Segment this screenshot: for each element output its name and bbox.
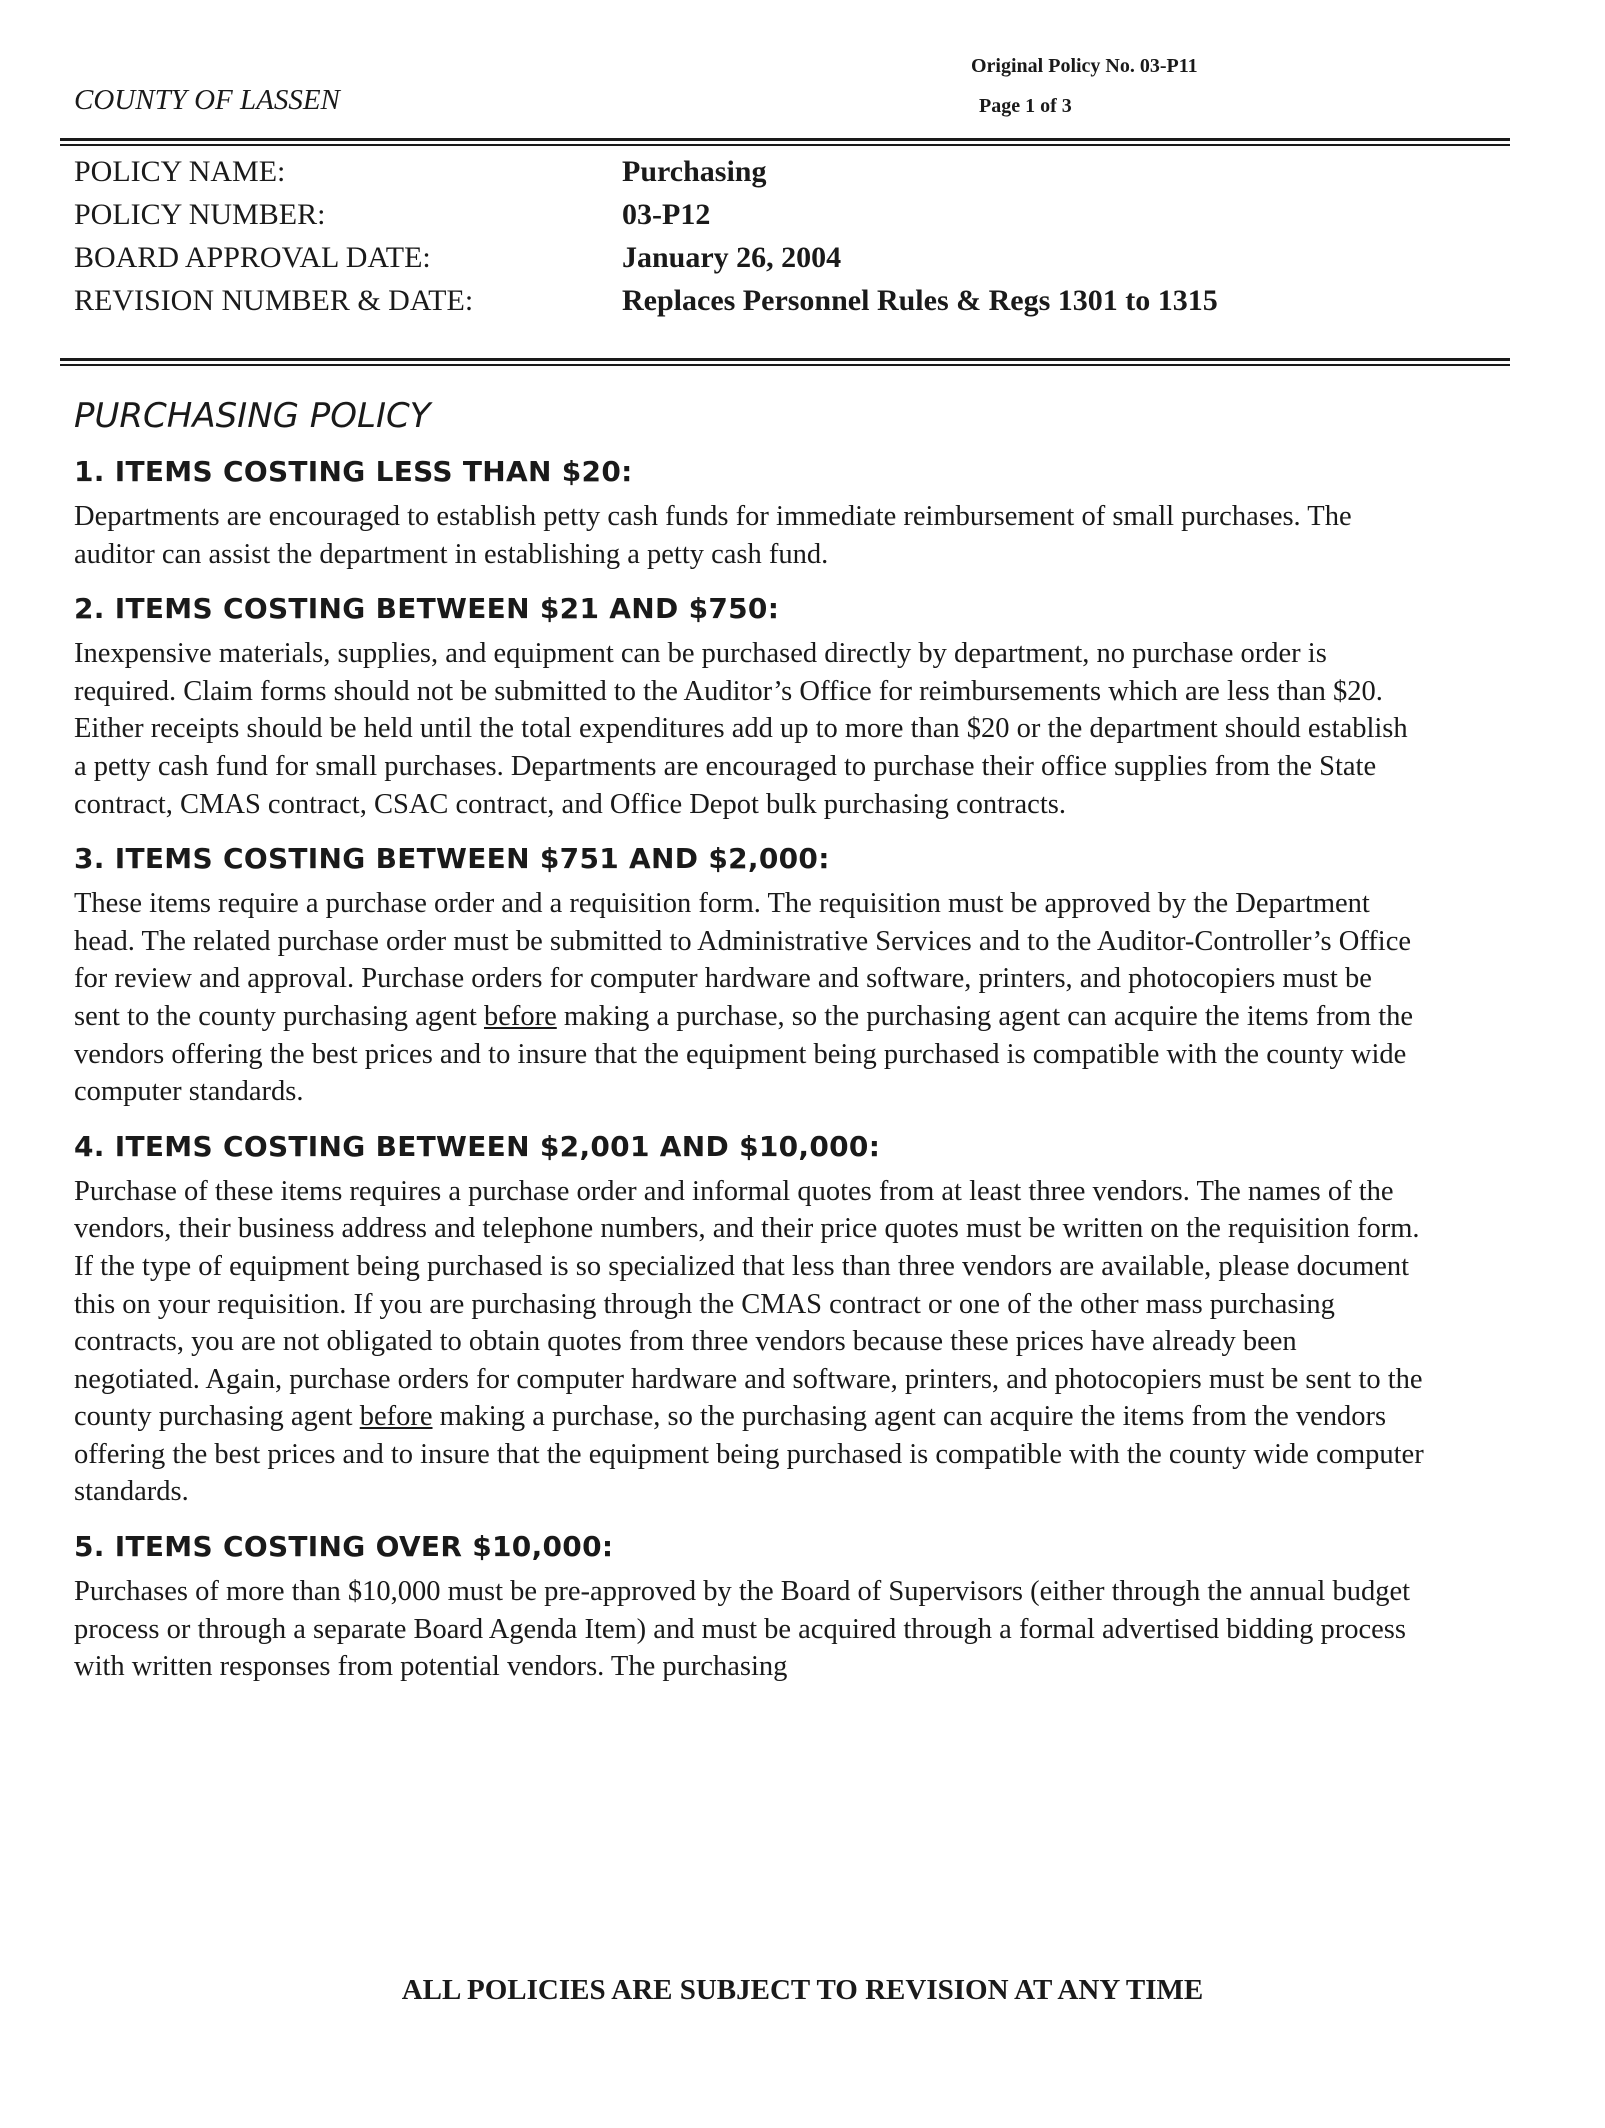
section-body <box>74 1573 1424 1686</box>
meta-value: Purchasing <box>622 154 767 188</box>
section-paragraph: Departments are encouraged to establish petty cash funds for immediate reimbursement of small purchases. The auditor can assist the department in establishing a petty cash fund. <box>74 501 1352 570</box>
paragraph-text: These items require a purchase order and a requisition form. The requisition must be approved by the Department head. The related purchase order must be submitted to Administrative Services and to the Auditor-Controller’s Office for review and approval. Purchase orders for computer hardware and software, printers, and photocopiers must be sent to the county purchasing agent <box>74 888 1412 1032</box>
section-1 <box>74 450 1424 573</box>
underlined-emphasis: before <box>359 1401 433 1433</box>
policy-content <box>74 396 1424 1700</box>
meta-label: POLICY NAME: <box>74 154 286 188</box>
section-body <box>74 885 1424 1111</box>
policy-title: PURCHASING POLICY <box>74 396 431 436</box>
page-number: Page 1 of 3 <box>979 95 1072 117</box>
section-paragraph: Inexpensive materials, supplies, and equipment can be purchased directly by department, no purchase order is required. Claim forms should not be submitted to the Auditor’s Office for reimbursements which are less than $20. Either receipts should be held until the total expenditures add up to more than $20 or the department should establish a petty cash fund for small purchases. Departments are encouraged to purchase their office supplies from the State contract, CMAS contract, CSAC contract, and Office Depot bulk purchasing contracts. <box>74 638 1408 820</box>
section-body <box>74 635 1424 823</box>
meta-value: 03-P12 <box>622 197 711 231</box>
section-heading: 4. ITEMS COSTING BETWEEN $2,001 AND $10,000: <box>74 1129 881 1163</box>
metadata-divider <box>60 358 1510 366</box>
meta-row-policy-name <box>74 150 1374 193</box>
section-heading: 3. ITEMS COSTING BETWEEN $751 AND $2,000: <box>74 842 830 876</box>
meta-row-revision <box>74 279 1374 322</box>
document-header <box>74 40 1510 126</box>
original-policy-number: Original Policy No. 03-P11 <box>971 55 1198 77</box>
policy-metadata <box>74 150 1374 322</box>
section-heading: 1. ITEMS COSTING LESS THAN $20: <box>74 455 633 488</box>
meta-value: Replaces Personnel Rules & Regs 1301 to 1315 <box>622 283 1218 317</box>
meta-label: BOARD APPROVAL DATE: <box>74 240 431 274</box>
section-body <box>74 498 1424 573</box>
section-heading: 5. ITEMS COSTING OVER $10,000: <box>74 1530 614 1564</box>
section-4 <box>74 1125 1424 1511</box>
section-body <box>74 1173 1424 1511</box>
meta-label: REVISION NUMBER & DATE: <box>74 283 474 317</box>
section-3 <box>74 837 1424 1111</box>
section-paragraph: Purchases of more than $10,000 must be pre-approved by the Board of Supervisors (either through the annual budget process or through a separate Board Agenda Item) and must be acquired through a formal advertised bidding process with written responses from potential vendors. The purchasing <box>74 1576 1411 1683</box>
meta-row-approval-date <box>74 236 1374 279</box>
underlined-emphasis: before <box>483 1000 557 1032</box>
revision-notice-footer: ALL POLICIES ARE SUBJECT TO REVISION AT ANY TIME <box>401 1974 1204 2006</box>
section-heading: 2. ITEMS COSTING BETWEEN $21 AND $750: <box>74 592 780 626</box>
meta-label: POLICY NUMBER: <box>74 197 326 231</box>
meta-row-policy-number <box>74 193 1374 236</box>
meta-value: January 26, 2004 <box>622 240 842 274</box>
county-name: COUNTY OF LASSEN <box>74 84 340 116</box>
header-divider <box>60 138 1510 146</box>
section-2 <box>74 587 1424 823</box>
paragraph-text: making a purchase, so the purchasing agent can acquire the items from the vendors offering the best prices and to insure that the equipment being purchased is compatible with the county wide computer standards. <box>74 1000 1414 1108</box>
paragraph-text: Purchase of these items requires a purchase order and informal quotes from at least three vendors. The names of the vendors, their business address and telephone numbers, and their price quotes must be written on the requisition form. If the type of equipment being purchased is so specialized that less than three vendors are available, please document this on your requisition. If you are purchasing through the CMAS contract or one of the other mass purchasing contracts, you are not obligated to obtain quotes from three vendors because these prices have already been negotiated. Again, purchase orders for computer hardware and software, printers, and photocopiers must be sent to the county purchasing agent <box>74 1175 1423 1433</box>
section-paragraph <box>74 885 1424 1111</box>
section-paragraph <box>74 1173 1424 1511</box>
section-5 <box>74 1525 1424 1686</box>
paragraph-text: making a purchase, so the purchasing agent can acquire the items from the vendors offering the best prices and to insure that the equipment being purchased is compatible with the county wide computer standards. <box>74 1401 1424 1508</box>
